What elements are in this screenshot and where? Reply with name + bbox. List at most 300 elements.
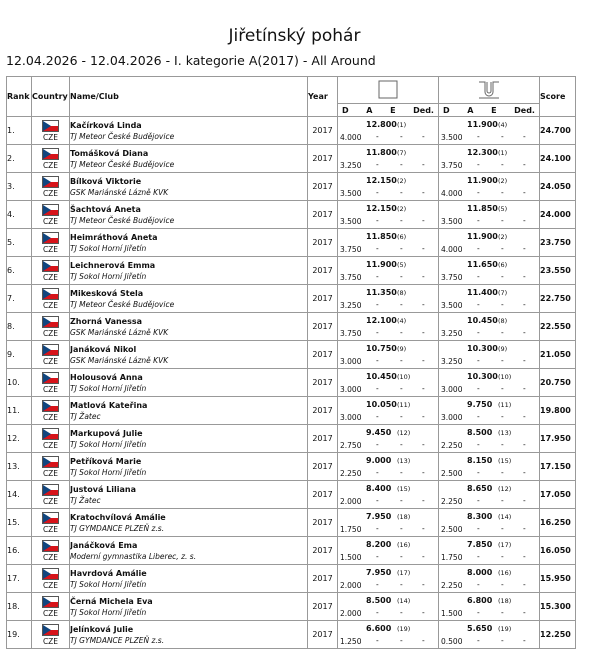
total-score: 21.050: [540, 341, 576, 369]
a-dash: -: [376, 636, 379, 645]
ded-dash: -: [422, 440, 425, 449]
a-score: 11.350: [366, 288, 397, 297]
country-cell: [32, 313, 70, 341]
apparatus-2-cell: [439, 341, 540, 369]
e-dash: -: [400, 412, 403, 421]
a-score: 9.450: [366, 428, 392, 437]
country-code: CZE: [42, 357, 59, 366]
rank-cell: 5.: [7, 229, 32, 257]
name-cell: [70, 565, 308, 593]
d-score: 3.250: [340, 301, 362, 310]
page-title: Jiřetínský pohár: [228, 26, 361, 46]
country-code: CZE: [42, 161, 59, 170]
athlete-name: Leichnerová Emma: [70, 260, 156, 270]
country-code: CZE: [42, 525, 59, 534]
year-cell: 2017: [308, 313, 338, 341]
name-cell: [70, 509, 308, 537]
ded-dash: -: [523, 496, 526, 505]
d-score: 3.000: [340, 385, 362, 394]
ded-dash: -: [422, 552, 425, 561]
table-row: [7, 145, 576, 173]
d-score: 3.500: [441, 301, 463, 310]
country-code: CZE: [42, 385, 59, 394]
athlete-name: Bílková Viktorie: [70, 176, 142, 186]
a-score: 6.600: [366, 624, 392, 633]
a-score: 9.000: [366, 456, 392, 465]
czech-flag-icon: [42, 512, 59, 524]
apparatus-1-cell: [338, 481, 439, 509]
e-dash: -: [400, 244, 403, 253]
apparatus-rank: (19): [397, 625, 411, 633]
apparatus-2-cell: [439, 621, 540, 649]
ded-dash: -: [523, 216, 526, 225]
a-dash: -: [477, 160, 480, 169]
e-dash: -: [400, 524, 403, 533]
year-cell: 2017: [308, 397, 338, 425]
ded-dash: -: [422, 216, 425, 225]
a-score: 11.900: [467, 176, 498, 185]
rank-cell: 3.: [7, 173, 32, 201]
d-score: 2.250: [441, 497, 463, 506]
ded-dash: -: [523, 552, 526, 561]
country-code: CZE: [42, 469, 59, 478]
a-dash: -: [376, 216, 379, 225]
a-score: 10.450: [467, 316, 498, 325]
country-cell: [32, 229, 70, 257]
d-score: 2.250: [441, 581, 463, 590]
czech-flag-icon: [42, 148, 59, 160]
apparatus-rank: (18): [397, 513, 411, 521]
a-dash: -: [376, 160, 379, 169]
country-cell: [32, 537, 70, 565]
apparatus-rank: (11): [498, 401, 512, 409]
e-dash: -: [501, 300, 504, 309]
a-score: 7.950: [366, 568, 392, 577]
total-score: 17.950: [540, 425, 576, 453]
apparatus-1-cell: [338, 145, 439, 173]
a-dash: -: [376, 244, 379, 253]
header-a: A: [366, 105, 373, 115]
a-score: 10.300: [467, 372, 498, 381]
name-cell: [70, 173, 308, 201]
table-row: [7, 229, 576, 257]
apparatus-1-cell: [338, 341, 439, 369]
a-dash: -: [477, 384, 480, 393]
ded-dash: -: [422, 300, 425, 309]
apparatus-1-cell: [338, 621, 439, 649]
ded-dash: -: [523, 468, 526, 477]
country-code: CZE: [42, 581, 59, 590]
country-cell: [32, 285, 70, 313]
rank-cell: 11.: [7, 397, 32, 425]
d-score: 3.250: [340, 161, 362, 170]
apparatus-rank: (14): [397, 597, 411, 605]
ded-dash: -: [422, 496, 425, 505]
table-row: [7, 593, 576, 621]
ded-dash: -: [422, 384, 425, 393]
athlete-club: TJ Meteor České Budějovice: [70, 159, 175, 169]
year-cell: 2017: [308, 117, 338, 145]
total-score: 24.100: [540, 145, 576, 173]
athlete-club: TJ Meteor České Budějovice: [70, 131, 175, 141]
e-dash: -: [501, 132, 504, 141]
table-row: [7, 537, 576, 565]
ded-dash: -: [523, 608, 526, 617]
d-score: 2.250: [340, 469, 362, 478]
name-cell: [70, 425, 308, 453]
total-score: 24.700: [540, 117, 576, 145]
a-dash: -: [477, 552, 480, 561]
athlete-name: Kratochvílová Amálie: [70, 512, 166, 522]
ded-dash: -: [523, 440, 526, 449]
name-cell: [70, 537, 308, 565]
a-score: 8.400: [366, 484, 392, 493]
total-score: 16.250: [540, 509, 576, 537]
apparatus-rank: (5): [397, 261, 407, 269]
results-table: [6, 76, 576, 649]
czech-flag-icon: [42, 372, 59, 384]
apparatus-1-cell: [338, 173, 439, 201]
total-score: 15.950: [540, 565, 576, 593]
a-dash: -: [477, 244, 480, 253]
a-dash: -: [376, 328, 379, 337]
apparatus-rank: (7): [397, 149, 407, 157]
year-cell: 2017: [308, 481, 338, 509]
country-cell: [32, 509, 70, 537]
ded-dash: -: [523, 328, 526, 337]
a-dash: -: [477, 328, 480, 337]
rank-cell: 4.: [7, 201, 32, 229]
country-cell: [32, 341, 70, 369]
a-score: 10.300: [467, 344, 498, 353]
e-dash: -: [501, 580, 504, 589]
e-dash: -: [501, 216, 504, 225]
header-apparatus-2-subcols: [439, 104, 540, 117]
year-cell: 2017: [308, 341, 338, 369]
e-dash: -: [501, 384, 504, 393]
a-dash: -: [477, 580, 480, 589]
country-code: CZE: [42, 189, 59, 198]
country-cell: [32, 201, 70, 229]
country-code: CZE: [42, 553, 59, 562]
header-e: E: [390, 105, 396, 115]
total-score: 15.300: [540, 593, 576, 621]
apparatus-2-cell: [439, 313, 540, 341]
e-dash: -: [400, 636, 403, 645]
apparatus-1-cell: [338, 229, 439, 257]
ded-dash: -: [422, 580, 425, 589]
a-score: 8.500: [467, 428, 493, 437]
table-row: [7, 117, 576, 145]
e-dash: -: [400, 552, 403, 561]
country-cell: [32, 173, 70, 201]
apparatus-2-cell: [439, 509, 540, 537]
a-score: 12.800: [366, 120, 397, 129]
rank-cell: 12.: [7, 425, 32, 453]
d-score: 3.000: [340, 357, 362, 366]
country-code: CZE: [42, 441, 59, 450]
header-apparatus-1-subcols: [338, 104, 439, 117]
header-apparatus-1: [338, 77, 439, 104]
athlete-club: TJ Žatec: [70, 495, 101, 505]
apparatus-1-cell: [338, 313, 439, 341]
rank-cell: 7.: [7, 285, 32, 313]
total-score: 17.150: [540, 453, 576, 481]
d-score: 1.750: [340, 525, 362, 534]
country-cell: [32, 117, 70, 145]
header-country: Country: [32, 77, 70, 117]
total-score: 23.750: [540, 229, 576, 257]
table-row: [7, 341, 576, 369]
name-cell: [70, 201, 308, 229]
czech-flag-icon: [42, 344, 59, 356]
a-dash: -: [376, 384, 379, 393]
table-row: [7, 425, 576, 453]
rank-cell: 8.: [7, 313, 32, 341]
total-score: 23.550: [540, 257, 576, 285]
header-apparatus-2: [439, 77, 540, 104]
country-code: CZE: [42, 497, 59, 506]
country-cell: [32, 453, 70, 481]
a-score: 7.850: [467, 540, 493, 549]
apparatus-rank: (9): [397, 345, 407, 353]
athlete-club: TJ Sokol Horní Jiřetín: [70, 383, 147, 393]
year-cell: 2017: [308, 201, 338, 229]
a-dash: -: [477, 468, 480, 477]
e-dash: -: [400, 440, 403, 449]
athlete-club: TJ Sokol Horní Jiřetín: [70, 467, 147, 477]
name-cell: [70, 285, 308, 313]
apparatus-rank: (15): [498, 457, 512, 465]
header-e: E: [491, 105, 497, 115]
results-body: [7, 117, 576, 649]
a-dash: -: [376, 468, 379, 477]
total-score: 16.050: [540, 537, 576, 565]
apparatus-2-cell: [439, 173, 540, 201]
year-cell: 2017: [308, 565, 338, 593]
apparatus-rank: (17): [498, 541, 512, 549]
d-score: 2.500: [441, 525, 463, 534]
header-score: Score: [540, 77, 576, 117]
header-name: Name/Club: [70, 77, 308, 117]
country-cell: [32, 593, 70, 621]
czech-flag-icon: [42, 232, 59, 244]
apparatus-2-cell: [439, 285, 540, 313]
header-rank: Rank: [7, 77, 32, 117]
athlete-club: TJ Sokol Horní Jiřetín: [70, 607, 147, 617]
apparatus-rank: (4): [397, 317, 407, 325]
table-row: [7, 285, 576, 313]
ded-dash: -: [523, 412, 526, 421]
name-cell: [70, 341, 308, 369]
header-year: Year: [308, 77, 338, 117]
apparatus-rank: (9): [498, 345, 508, 353]
apparatus-rank: (2): [498, 177, 508, 185]
apparatus-rank: (13): [498, 429, 512, 437]
d-score: 3.750: [340, 273, 362, 282]
czech-flag-icon: [42, 400, 59, 412]
e-dash: -: [400, 384, 403, 393]
e-dash: -: [501, 188, 504, 197]
d-score: 3.000: [441, 413, 463, 422]
e-dash: -: [501, 636, 504, 645]
athlete-club: TJ Sokol Horní Jiřetín: [70, 271, 147, 281]
e-dash: -: [400, 300, 403, 309]
total-score: 19.800: [540, 397, 576, 425]
d-score: 3.250: [441, 357, 463, 366]
czech-flag-icon: [42, 204, 59, 216]
name-cell: [70, 453, 308, 481]
a-dash: -: [477, 216, 480, 225]
apparatus-2-cell: [439, 201, 540, 229]
name-cell: [70, 397, 308, 425]
a-score: 11.900: [366, 260, 397, 269]
czech-flag-icon: [42, 540, 59, 552]
a-dash: -: [376, 580, 379, 589]
e-dash: -: [501, 496, 504, 505]
country-code: CZE: [42, 609, 59, 618]
country-code: CZE: [42, 413, 59, 422]
athlete-name: Havrdová Amálie: [70, 568, 147, 578]
e-dash: -: [501, 244, 504, 253]
apparatus-rank: (10): [498, 373, 512, 381]
a-dash: -: [477, 300, 480, 309]
a-score: 8.200: [366, 540, 392, 549]
czech-flag-icon: [42, 568, 59, 580]
e-dash: -: [400, 356, 403, 365]
a-score: 11.900: [467, 232, 498, 241]
apparatus-rank: (2): [397, 205, 407, 213]
year-cell: 2017: [308, 537, 338, 565]
e-dash: -: [400, 216, 403, 225]
country-code: CZE: [42, 273, 59, 282]
apparatus-rank: (19): [498, 625, 512, 633]
country-code: CZE: [42, 329, 59, 338]
d-score: 3.750: [340, 329, 362, 338]
a-score: 8.300: [467, 512, 493, 521]
apparatus-rank: (18): [498, 597, 512, 605]
czech-flag-icon: [42, 484, 59, 496]
total-score: 17.050: [540, 481, 576, 509]
apparatus-1-cell: [338, 201, 439, 229]
d-score: 3.000: [340, 413, 362, 422]
czech-flag-icon: [42, 428, 59, 440]
rank-cell: 19.: [7, 621, 32, 649]
name-cell: [70, 229, 308, 257]
apparatus-2-cell: [439, 117, 540, 145]
table-row: [7, 565, 576, 593]
apparatus-2-cell: [439, 229, 540, 257]
e-dash: -: [400, 468, 403, 477]
apparatus-rank: (2): [498, 233, 508, 241]
athlete-name: Jelínková Julie: [70, 624, 134, 634]
athlete-club: Moderní gymnastika Liberec, z. s.: [70, 551, 197, 561]
table-row: [7, 481, 576, 509]
rank-cell: 15.: [7, 509, 32, 537]
athlete-club: TJ Žatec: [70, 411, 101, 421]
total-score: 20.750: [540, 369, 576, 397]
year-cell: 2017: [308, 509, 338, 537]
ded-dash: -: [523, 300, 526, 309]
d-score: 2.000: [340, 581, 362, 590]
apparatus-rank: (12): [498, 485, 512, 493]
d-score: 0.500: [441, 637, 463, 646]
d-score: 3.500: [441, 217, 463, 226]
year-cell: 2017: [308, 621, 338, 649]
apparatus-rank: (12): [397, 429, 411, 437]
country-cell: [32, 481, 70, 509]
ded-dash: -: [523, 272, 526, 281]
athlete-name: Janáčková Ema: [70, 540, 138, 550]
apparatus-rank: (17): [397, 569, 411, 577]
apparatus-2-cell: [439, 425, 540, 453]
a-score: 11.850: [467, 204, 498, 213]
ded-dash: -: [523, 384, 526, 393]
header-ded: Ded.: [413, 105, 434, 115]
e-dash: -: [501, 328, 504, 337]
header-d: D: [443, 105, 450, 115]
total-score: 22.750: [540, 285, 576, 313]
athlete-name: Šachtová Aneta: [70, 204, 141, 214]
country-code: CZE: [42, 301, 59, 310]
apparatus-1-cell: [338, 425, 439, 453]
year-cell: 2017: [308, 285, 338, 313]
czech-flag-icon: [42, 456, 59, 468]
ded-dash: -: [422, 412, 425, 421]
apparatus-1-cell: [338, 537, 439, 565]
total-score: 22.550: [540, 313, 576, 341]
athlete-club: TJ Meteor České Budějovice: [70, 215, 175, 225]
czech-flag-icon: [42, 596, 59, 608]
e-dash: -: [400, 132, 403, 141]
d-score: 3.750: [340, 245, 362, 254]
athlete-club: GSK Mariánské Lázně KVK: [70, 327, 169, 337]
czech-flag-icon: [42, 120, 59, 132]
apparatus-rank: (1): [397, 121, 407, 129]
apparatus-2-cell: [439, 565, 540, 593]
e-dash: -: [501, 272, 504, 281]
apparatus-rank: (1): [498, 149, 508, 157]
athlete-name: Heimráthová Aneta: [70, 232, 158, 242]
ded-dash: -: [422, 188, 425, 197]
apparatus-rank: (2): [397, 177, 407, 185]
athlete-club: TJ GYMDANCE PLZEŇ z.s.: [70, 523, 165, 533]
czech-flag-icon: [42, 624, 59, 636]
a-score: 8.000: [467, 568, 493, 577]
rank-cell: 1.: [7, 117, 32, 145]
d-score: 4.000: [340, 133, 362, 142]
apparatus-2-cell: [439, 257, 540, 285]
a-dash: -: [376, 412, 379, 421]
a-score: 11.850: [366, 232, 397, 241]
ded-dash: -: [523, 160, 526, 169]
apparatus-rank: (16): [397, 541, 411, 549]
e-dash: -: [400, 272, 403, 281]
a-score: 6.800: [467, 596, 493, 605]
d-score: 3.750: [441, 161, 463, 170]
a-dash: -: [376, 552, 379, 561]
d-score: 2.000: [340, 497, 362, 506]
ded-dash: -: [422, 272, 425, 281]
a-dash: -: [376, 132, 379, 141]
rank-cell: 9.: [7, 341, 32, 369]
athlete-club: GSK Mariánské Lázně KVK: [70, 187, 169, 197]
country-cell: [32, 369, 70, 397]
athlete-name: Černá Michela Eva: [70, 596, 153, 606]
table-row: [7, 257, 576, 285]
d-score: 3.250: [441, 329, 463, 338]
d-score: 3.000: [441, 385, 463, 394]
